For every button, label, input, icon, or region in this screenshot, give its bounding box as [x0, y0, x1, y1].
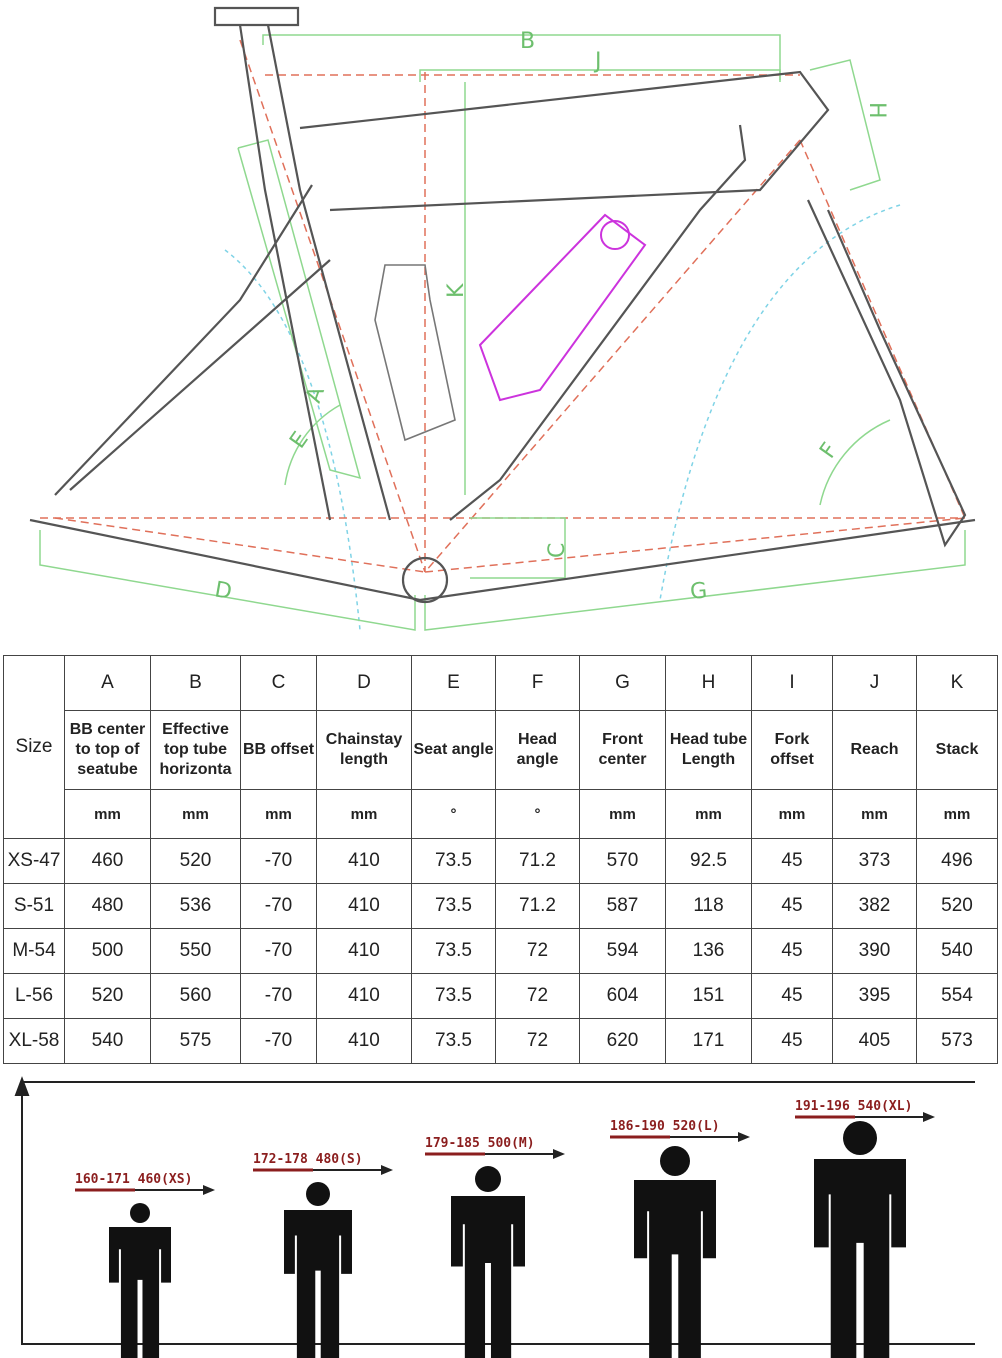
- value-cell-d: 410: [317, 929, 412, 974]
- dim-label-k: K: [444, 283, 469, 298]
- column-unit-d: mm: [317, 790, 412, 839]
- value-cell-g: 604: [580, 974, 666, 1019]
- rider-head: [660, 1146, 690, 1176]
- value-cell-e: 73.5: [412, 839, 496, 884]
- rider-figures: [75, 1099, 935, 1358]
- column-name-row: [4, 711, 998, 790]
- value-cell-a: 500: [65, 929, 151, 974]
- column-letter-a: A: [65, 656, 151, 711]
- size-arrow-head: [203, 1185, 215, 1195]
- value-cell-d: 410: [317, 1019, 412, 1064]
- column-name-k: Stack: [917, 711, 998, 790]
- value-cell-a: 480: [65, 884, 151, 929]
- value-cell-i: 45: [752, 884, 833, 929]
- dim-label-j: J: [595, 49, 602, 74]
- column-name-b: Effective top tube horizonta: [151, 711, 241, 790]
- value-cell-c: -70: [241, 839, 317, 884]
- value-cell-g: 620: [580, 1019, 666, 1064]
- construction-lines: [40, 40, 965, 572]
- column-unit-row: [4, 790, 998, 839]
- water-bottle-gray: [375, 265, 455, 440]
- column-unit-e: °: [412, 790, 496, 839]
- column-unit-i: mm: [752, 790, 833, 839]
- rider-body: [109, 1227, 171, 1358]
- size-label: 160-171 460(XS): [75, 1172, 193, 1187]
- column-name-d: Chainstay length: [317, 711, 412, 790]
- value-cell-h: 136: [666, 929, 752, 974]
- value-cell-j: 405: [833, 1019, 917, 1064]
- value-cell-g: 594: [580, 929, 666, 974]
- value-cell-i: 45: [752, 839, 833, 884]
- table-row: [4, 884, 998, 929]
- value-cell-f: 72: [496, 929, 580, 974]
- value-cell-b: 560: [151, 974, 241, 1019]
- column-unit-f: °: [496, 790, 580, 839]
- column-letter-d: D: [317, 656, 412, 711]
- size-cell: L-56: [4, 974, 65, 1019]
- value-cell-h: 171: [666, 1019, 752, 1064]
- value-cell-j: 382: [833, 884, 917, 929]
- rider-head: [130, 1203, 150, 1223]
- size-cell: XL-58: [4, 1019, 65, 1064]
- reference-arcs: [225, 205, 900, 630]
- value-cell-e: 73.5: [412, 884, 496, 929]
- value-cell-i: 45: [752, 974, 833, 1019]
- table-row: [4, 974, 998, 1019]
- size-arrow-head: [381, 1165, 393, 1175]
- size-label: 179-185 500(M): [425, 1136, 535, 1151]
- column-letter-c: C: [241, 656, 317, 711]
- frame-geometry-diagram: [0, 0, 1002, 640]
- column-letter-k: K: [917, 656, 998, 711]
- size-label: 186-190 520(L): [610, 1119, 720, 1134]
- value-cell-f: 71.2: [496, 884, 580, 929]
- value-cell-a: 520: [65, 974, 151, 1019]
- column-unit-b: mm: [151, 790, 241, 839]
- size-cell: S-51: [4, 884, 65, 929]
- column-unit-a: mm: [65, 790, 151, 839]
- value-cell-j: 395: [833, 974, 917, 1019]
- dim-label-e: E: [285, 427, 314, 454]
- value-cell-h: 92.5: [666, 839, 752, 884]
- table-row: [4, 929, 998, 974]
- value-cell-h: 118: [666, 884, 752, 929]
- column-name-h: Head tube Length: [666, 711, 752, 790]
- rider-body: [284, 1210, 352, 1358]
- value-cell-f: 72: [496, 1019, 580, 1064]
- geometry-table: [3, 655, 998, 1064]
- value-cell-e: 73.5: [412, 929, 496, 974]
- value-cell-d: 410: [317, 839, 412, 884]
- column-name-c: BB offset: [241, 711, 317, 790]
- value-cell-a: 540: [65, 1019, 151, 1064]
- value-cell-b: 520: [151, 839, 241, 884]
- value-cell-b: 550: [151, 929, 241, 974]
- column-name-i: Fork offset: [752, 711, 833, 790]
- size-header: Size: [4, 656, 65, 839]
- column-unit-c: mm: [241, 790, 317, 839]
- value-cell-j: 390: [833, 929, 917, 974]
- value-cell-a: 460: [65, 839, 151, 884]
- column-name-j: Reach: [833, 711, 917, 790]
- value-cell-e: 73.5: [412, 974, 496, 1019]
- table-row: [4, 839, 998, 884]
- column-name-f: Head angle: [496, 711, 580, 790]
- size-label: 172-178 480(S): [253, 1152, 363, 1167]
- column-name-a: BB center to top of seatube: [65, 711, 151, 790]
- dim-label-d: D: [212, 577, 234, 605]
- value-cell-k: 520: [917, 884, 998, 929]
- column-letter-i: I: [752, 656, 833, 711]
- column-unit-j: mm: [833, 790, 917, 839]
- value-cell-c: -70: [241, 1019, 317, 1064]
- value-cell-e: 73.5: [412, 1019, 496, 1064]
- rider-body: [451, 1196, 525, 1358]
- value-cell-k: 496: [917, 839, 998, 884]
- rider-body: [634, 1180, 716, 1358]
- value-cell-h: 151: [666, 974, 752, 1019]
- value-cell-g: 587: [580, 884, 666, 929]
- size-label: 191-196 540(XL): [795, 1099, 913, 1114]
- column-letter-j: J: [833, 656, 917, 711]
- value-cell-g: 570: [580, 839, 666, 884]
- size-arrow-head: [738, 1132, 750, 1142]
- dim-label-a: A: [301, 383, 330, 407]
- value-cell-f: 71.2: [496, 839, 580, 884]
- dim-label-f: F: [815, 438, 843, 464]
- value-cell-d: 410: [317, 884, 412, 929]
- column-name-g: Front center: [580, 711, 666, 790]
- rider-body: [814, 1159, 906, 1358]
- value-cell-j: 373: [833, 839, 917, 884]
- bike-frame: [30, 8, 975, 605]
- column-unit-g: mm: [580, 790, 666, 839]
- column-letter-h: H: [666, 656, 752, 711]
- value-cell-i: 45: [752, 929, 833, 974]
- value-cell-c: -70: [241, 974, 317, 1019]
- dim-label-h: H: [864, 102, 889, 119]
- rider-size-chart: [0, 1075, 1002, 1358]
- value-cell-b: 536: [151, 884, 241, 929]
- column-letter-e: E: [412, 656, 496, 711]
- water-bottle-magenta: [480, 215, 645, 400]
- rider-head: [475, 1166, 501, 1192]
- column-letter-g: G: [580, 656, 666, 711]
- rider-head: [843, 1121, 877, 1155]
- column-unit-k: mm: [917, 790, 998, 839]
- column-letter-b: B: [151, 656, 241, 711]
- value-cell-f: 72: [496, 974, 580, 1019]
- value-cell-k: 573: [917, 1019, 998, 1064]
- size-arrow-head: [923, 1112, 935, 1122]
- table-row: [4, 1019, 998, 1064]
- value-cell-b: 575: [151, 1019, 241, 1064]
- column-name-e: Seat angle: [412, 711, 496, 790]
- column-letter-row: [4, 656, 998, 711]
- value-cell-d: 410: [317, 974, 412, 1019]
- value-cell-k: 540: [917, 929, 998, 974]
- column-letter-f: F: [496, 656, 580, 711]
- value-cell-c: -70: [241, 929, 317, 974]
- value-cell-i: 45: [752, 1019, 833, 1064]
- rider-head: [306, 1182, 330, 1206]
- value-cell-c: -70: [241, 884, 317, 929]
- column-unit-h: mm: [666, 790, 752, 839]
- size-cell: M-54: [4, 929, 65, 974]
- dim-label-g: G: [689, 578, 709, 605]
- dim-label-b: B: [520, 29, 536, 54]
- size-cell: XS-47: [4, 839, 65, 884]
- size-arrow-head: [553, 1149, 565, 1159]
- dim-label-c: C: [545, 542, 570, 558]
- value-cell-k: 554: [917, 974, 998, 1019]
